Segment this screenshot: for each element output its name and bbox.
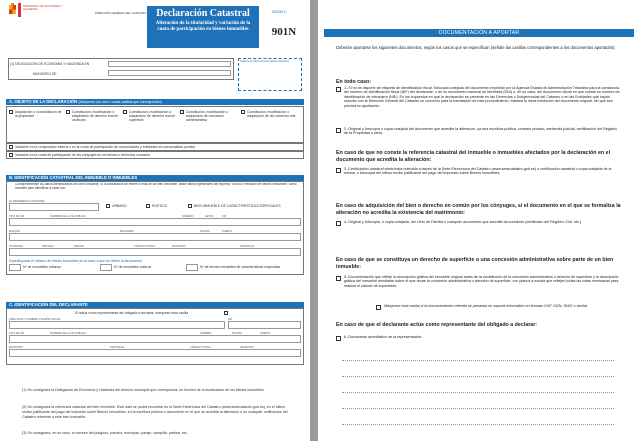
variation-checkbox[interactable] [9, 145, 13, 149]
documentation-title: DOCUMENTACIÓN A APORTAR [438, 30, 520, 36]
municipio-label: MUNICIPIO DE [33, 72, 57, 76]
ref-label: (2) REFERENCIA CATASTRAL [9, 200, 46, 203]
heading-todo: En todo caso: [336, 79, 372, 85]
doc-checkbox[interactable] [336, 276, 341, 281]
doc-item: 4.-Original y fotocopia, o copia cotejada, del Libro de Familia o cualquier documento que acredite tal condición (certificado del Registro Civil, etc.). [344, 220, 583, 224]
field-label: NIF [228, 318, 233, 321]
doc-item: 1.-Si no se dispone de etiqueta de identificación fiscal, fotocopia cotejada del documento expedido por la Agencia Estatal de Administración Tributaria para la constancia del número de identificación fiscal (NIF) del declarante, o de su documento nacional de identidad (DNI) o, en su caso, del documento oficial en que conste su número de identificación de extranjero (NIE). En los supuestos en que la declaración se presente en las Gerencias o Subgerencias del Catastro o en las Entidades que hayan suscrito con la Dirección General del Catastro un convenio para la tramitación de este procedimiento, bastará la mera exhibición del documento original, sin que sea precisa su aportación. [344, 86, 620, 108]
form-subtitle: Alteración de la titularidad y variación de la cuota de participación en bienes inmuebles [155, 21, 251, 33]
section-c-title: C. IDENTIFICACIÓN DEL DECLARANTE [9, 302, 88, 307]
declarant-name-field[interactable] [9, 321, 225, 329]
field-label: TIPO DE VÍA [9, 332, 25, 335]
field-label: PLANTA [232, 332, 242, 335]
count-label: Nº de bienes inmuebles de características especiales [200, 265, 281, 269]
count-field[interactable] [186, 264, 198, 271]
field-label: BLOQUE [9, 230, 20, 233]
field-label: TELÉFONO [240, 346, 254, 349]
field-label: NOMBRE DE LA VÍA PÚBLICA [50, 215, 87, 218]
heading-superficie: En caso de que se constituya un derecho de superficie o una concesión administrativa sobre parte de un bien inmueble: [336, 257, 614, 270]
field-label: CÓDIGO POSTAL [190, 346, 212, 349]
ruled-line [342, 424, 614, 425]
polygon-field[interactable] [9, 248, 301, 256]
intro-text: Deberán aportarse los siguientes documentos, según los casos que se especifican (señale las casillas correspondientes a los documentos aportados): [336, 45, 616, 50]
field-label: KM [222, 215, 226, 218]
option-label: Adquisición o consolidación de la propiedad [15, 110, 62, 118]
field-label: PROVINCIA [240, 245, 255, 248]
count-label: Nº de inmuebles rústicos [114, 265, 152, 269]
doc-checkbox[interactable] [336, 221, 341, 226]
field-label: POLÍGONO [9, 245, 23, 248]
field-label: LETRA [205, 215, 214, 218]
directorate-name: DIRECCIÓN GENERAL DEL CATASTRO [95, 11, 147, 15]
ruled-line [342, 408, 614, 409]
doc-checkbox[interactable] [336, 128, 341, 133]
variation-label: Variación en la cuota de participación de los cónyuges en los bienes o derechos comunes [15, 153, 150, 157]
declarant-city-field[interactable] [9, 349, 301, 357]
documentation-page [318, 0, 640, 441]
count-note: Especifíquese el número de bienes inmuebles de la clase a que se refiere la declaración [9, 259, 142, 263]
rustic-label: RÚSTICO [152, 204, 168, 208]
doc-checkbox[interactable] [336, 336, 341, 341]
variation-checkbox[interactable] [9, 153, 13, 157]
footnote: (3) Se consignará, en su caso, el nombre del polígono, parcela, municipio, paraje, campiña, partida, etc. [22, 431, 188, 435]
section-b-note: Cumpliméntense los datos identificativos del bien inmueble. Si la declaración se refiere a más de un bien inmueble, utilice tantos ejemplares del impreso "ANEXO Relación de bienes inmuebles" como necesite para identificar a cada uno. [15, 183, 297, 190]
field-label: CÓDIGO POSTAL [134, 245, 156, 248]
format-checkbox[interactable] [376, 305, 381, 310]
ref-field[interactable] [9, 203, 99, 211]
heading-ref: En caso de que no conste la referencia catastral del inmueble o inmuebles afectados por la declaración en el documento que acredita la alteración: [336, 150, 611, 163]
ministry-name: MINISTERIO DE ECONOMÍA Y HACIENDA [23, 5, 63, 11]
field-label: MUNICIPIO [9, 346, 23, 349]
count-field[interactable] [100, 264, 112, 271]
option-checkbox[interactable] [123, 110, 127, 114]
section-b-title: B. IDENTIFICACIÓN CATASTRAL DEL INMUEBLE O INMUEBLES [9, 175, 138, 180]
count-field[interactable] [9, 264, 21, 271]
municipio-field[interactable] [108, 70, 231, 76]
doc-item: 6.-Documento acreditativo de la representación. [344, 335, 423, 339]
ruled-line [342, 360, 614, 361]
ruled-line [342, 376, 614, 377]
delegation-label: (1) DELEGACIÓN DE ECONOMÍA Y HACIENDA EN [10, 62, 90, 66]
option-label: Constitución, modificación o adquisición de otro derecho real [247, 110, 296, 118]
doc-item: 2.-Original y fotocopia o copia cotejada del documento que acredite la alteración, ya sea escritura pública, contrato privado, sentencia judicial, certificación del Registro de la Propiedad u otros. [344, 127, 617, 136]
representative-checkbox[interactable] [224, 311, 228, 315]
government-block [18, 3, 21, 17]
doc-item: 5.-Documentación que refleje la descripción gráfica del inmueble original antes de la constitución de la concesión administrativa o derecho de superficie y la descripción gráfica del inmueble resultante sobre el que recae la concesión administrativa o derecho de superficie, con planos a escala que reflejen todas las cotas necesarias para realizar el cálculo de superficies. [344, 275, 619, 288]
ruled-line [342, 392, 614, 393]
doc-checkbox[interactable] [336, 168, 341, 173]
delegation-field[interactable] [108, 61, 231, 67]
field-label: PARAJE [74, 245, 84, 248]
field-label: TIPO DE VÍA [9, 215, 25, 218]
field-label: MUNICIPIO [172, 245, 186, 248]
option-checkbox[interactable] [241, 110, 245, 114]
form-page [0, 0, 310, 441]
footnote: (2) Se consignará la referencia catastral del bien inmueble. Este dato se podrá encontrar en la Sede Electrónica del Catastro (www.sedecatastro.gob.es), en el último recibo justificante del pago del Impuesto sobre Bienes Inmuebles, en la escritura pública o documento en el que se acredita la alteración o en cualquier notificación del Catastro referente a este bien inmueble. [22, 405, 288, 419]
doc-checkbox[interactable] [336, 87, 341, 92]
declarant-address-field[interactable] [9, 335, 301, 343]
field-label: PUERTA [260, 332, 271, 335]
field-label: NÚMERO [200, 332, 212, 335]
model-label: MODELO [272, 10, 287, 14]
section-a-note: (Márquese con una o varias casillas que correspondan) [78, 100, 162, 104]
option-label: Constitución, modificación o adquisición de derecho real de superficie [129, 110, 176, 122]
variation-label: Variación en la composición interna o en la cuota de participación de comunidades y entidades sin personalidad jurídica [15, 145, 195, 149]
field-label: PUERTA [222, 230, 233, 233]
heading-representante: En caso de que el declarante actúe como representante del obligado a declarar: [336, 322, 538, 328]
field-label: PLANTA [200, 230, 210, 233]
field-label: PARCELA [42, 245, 54, 248]
option-label: Constitución, modificación o adquisición de concesión administrativa [186, 110, 229, 122]
option-checkbox[interactable] [180, 110, 184, 114]
format-note: Márquese esta casilla si la documentación referida se presenta en soporte informático en formato DXF, DGN, DWG o similar. [384, 304, 589, 308]
field-label: APELLIDOS Y NOMBRE O RAZÓN SOCIAL [9, 318, 61, 321]
count-label: Nº de inmuebles urbanos [23, 265, 61, 269]
coat-of-arms [8, 3, 17, 16]
location-field[interactable] [9, 233, 301, 241]
field-label: NÚMERO [182, 215, 194, 218]
field-label: ESCALERA [120, 230, 134, 233]
option-checkbox[interactable] [66, 110, 70, 114]
section-a-header [6, 99, 304, 105]
doc-item: 3.-Certificación catastral electrónica obtenida a través de la Sede Electrónica del Catastro (www.sedecatastro.gob.es) o certificación catastral o copia cotejada de la misma, o fotocopia del último recibo justificante del pago del Impuesto sobre Bienes Inmuebles. [344, 167, 612, 176]
stamp-label: Sello de la Oficina Presentadora / Registro [240, 60, 290, 63]
special-checkbox[interactable] [188, 204, 192, 208]
option-checkbox[interactable] [9, 110, 13, 114]
field-label: PROVINCIA [110, 346, 125, 349]
urban-checkbox[interactable] [106, 204, 110, 208]
rustic-checkbox[interactable] [146, 204, 150, 208]
heading-conyuges: En caso de adquisición del bien o derecho en común por los cónyuges, si el documento en el que se formaliza la alteración no acredita la existencia del matrimonio: [336, 203, 621, 216]
field-label: NOMBRE DE LA VÍA PÚBLICA [50, 332, 87, 335]
footnote: (1) Se consignará la Delegación de Economía y Hacienda del término municipal que corresponda, en función de la localización de los bienes inmuebles. [22, 388, 265, 392]
urban-label: URBANO [112, 204, 127, 208]
form-title: Declaración Catastral [156, 8, 250, 19]
address-field[interactable] [9, 218, 301, 226]
special-label: BIEN INMUEBLE DE CARACTERÍSTICAS ESPECIALES [194, 204, 281, 208]
representative-note: Si actúa como representante del obligado a declarar, márquese esta casilla [75, 311, 189, 315]
declarant-nif-field[interactable] [228, 321, 301, 329]
option-label: Constitución, modificación o adquisición de derecho real de usufructo [72, 110, 119, 122]
model-code: 901N [271, 26, 297, 38]
section-a-title: A. OBJETO DE LA DECLARACIÓN [9, 99, 78, 104]
